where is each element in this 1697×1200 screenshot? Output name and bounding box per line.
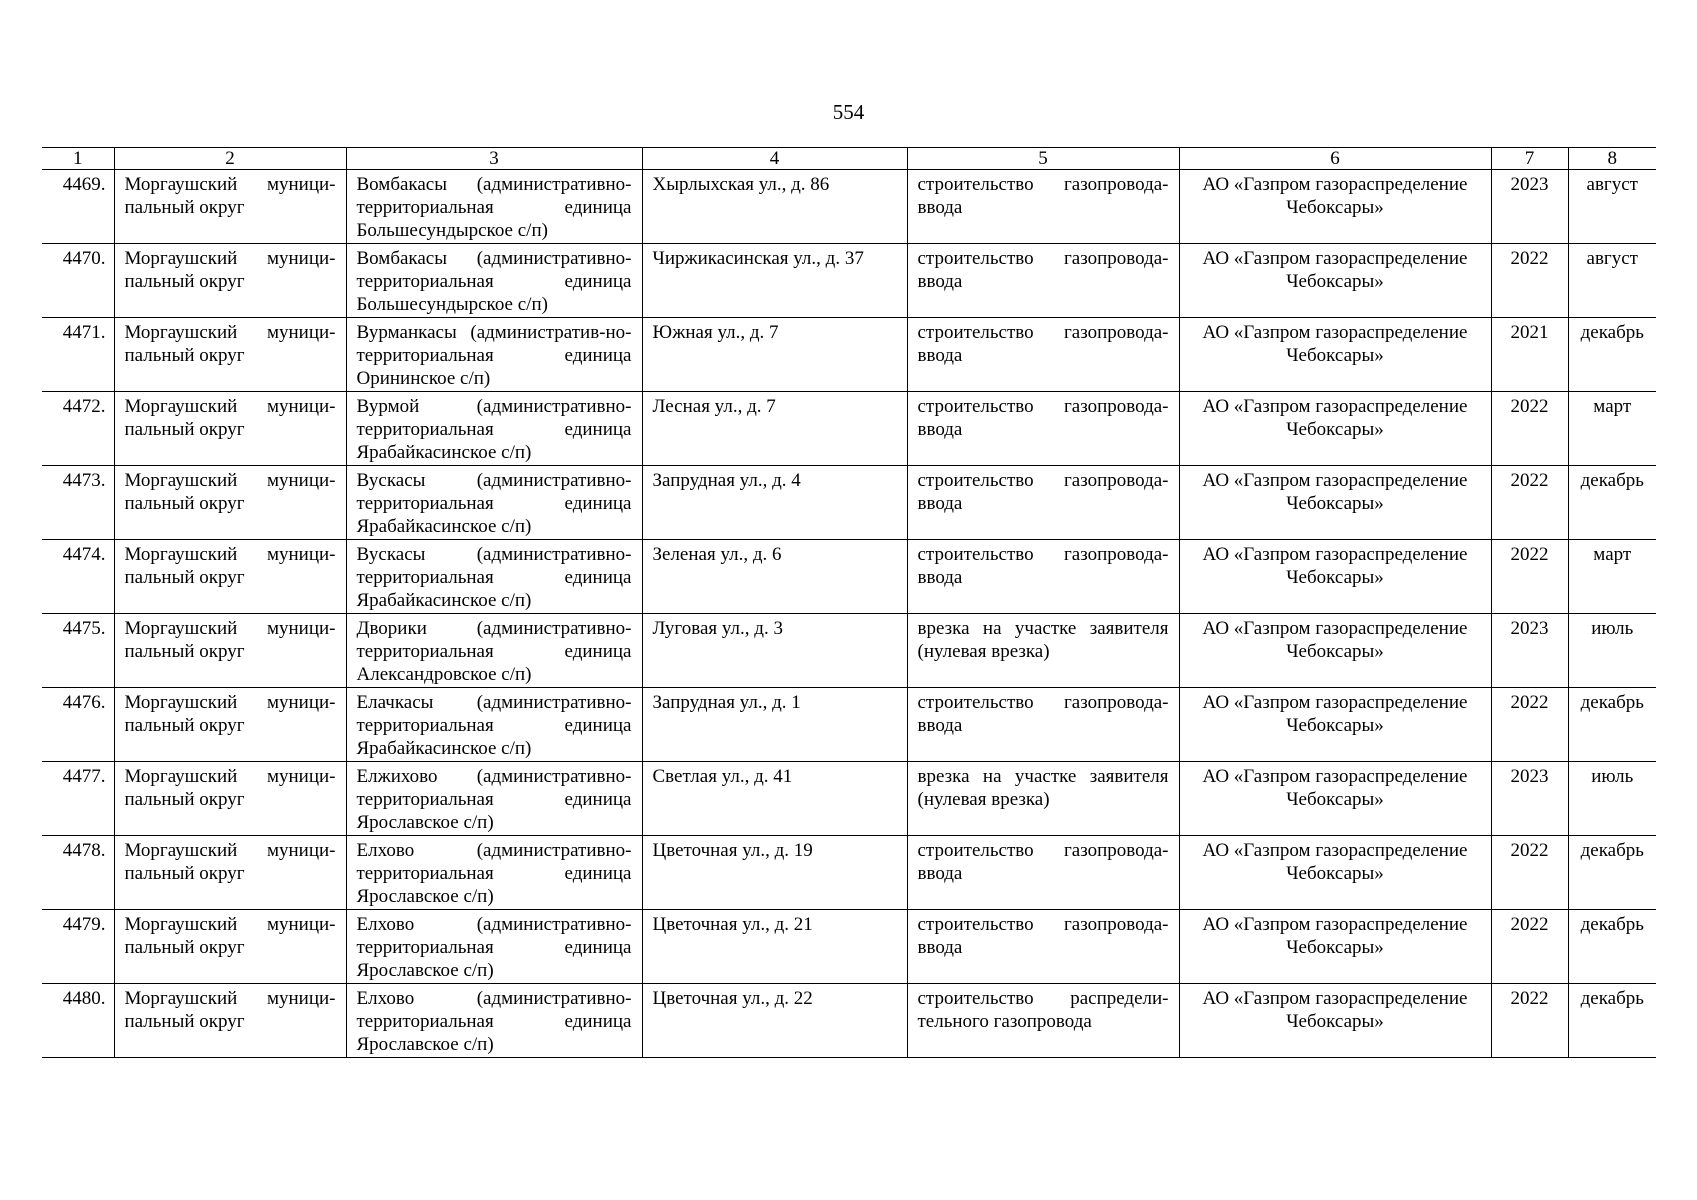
row-number: 4473. <box>42 466 114 540</box>
column-number: 5 <box>907 148 1179 170</box>
settlement-cell: Елхово (административно-территориальная единица Ярославское с/п) <box>346 984 642 1058</box>
table-row <box>42 392 1656 466</box>
organization-cell: АО «Газпром газораспределение Чебоксары» <box>1179 392 1491 466</box>
month-cell: март <box>1568 392 1656 466</box>
month-cell: декабрь <box>1568 466 1656 540</box>
year-cell: 2022 <box>1491 466 1568 540</box>
row-number: 4478. <box>42 836 114 910</box>
year-cell: 2023 <box>1491 170 1568 244</box>
column-number: 1 <box>42 148 114 170</box>
organization-cell: АО «Газпром газораспределение Чебоксары» <box>1179 540 1491 614</box>
table-row <box>42 688 1656 762</box>
address-cell: Луговая ул., д. 3 <box>642 614 907 688</box>
work-type-cell: врезка на участке заявителя (нулевая врезка) <box>907 762 1179 836</box>
settlement-cell: Вускасы (административно-территориальная единица Ярабайкасинское с/п) <box>346 466 642 540</box>
settlement-cell: Дворики (административно-территориальная единица Александровское с/п) <box>346 614 642 688</box>
column-number: 3 <box>346 148 642 170</box>
district-cell: Моргаушский муници-пальный округ <box>114 984 346 1058</box>
organization-cell: АО «Газпром газораспределение Чебоксары» <box>1179 984 1491 1058</box>
organization-cell: АО «Газпром газораспределение Чебоксары» <box>1179 910 1491 984</box>
district-cell: Моргаушский муници-пальный округ <box>114 762 346 836</box>
address-cell: Зеленая ул., д. 6 <box>642 540 907 614</box>
address-cell: Чиржикасинская ул., д. 37 <box>642 244 907 318</box>
district-cell: Моргаушский муници-пальный округ <box>114 614 346 688</box>
year-cell: 2021 <box>1491 318 1568 392</box>
month-cell: июль <box>1568 762 1656 836</box>
table-row <box>42 984 1656 1058</box>
work-type-cell: строительство газопровода-ввода <box>907 244 1179 318</box>
district-cell: Моргаушский муници-пальный округ <box>114 836 346 910</box>
settlement-cell: Вомбакасы (административно-территориальная единица Большесундырское с/п) <box>346 244 642 318</box>
district-cell: Моргаушский муници-пальный округ <box>114 540 346 614</box>
table-row <box>42 540 1656 614</box>
settlement-cell: Вускасы (административно-территориальная единица Ярабайкасинское с/п) <box>346 540 642 614</box>
month-cell: август <box>1568 244 1656 318</box>
organization-cell: АО «Газпром газораспределение Чебоксары» <box>1179 170 1491 244</box>
work-type-cell: строительство газопровода-ввода <box>907 318 1179 392</box>
district-cell: Моргаушский муници-пальный округ <box>114 318 346 392</box>
column-number: 8 <box>1568 148 1656 170</box>
table-row <box>42 466 1656 540</box>
table-row <box>42 762 1656 836</box>
row-number: 4480. <box>42 984 114 1058</box>
address-cell: Цветочная ул., д. 21 <box>642 910 907 984</box>
work-type-cell: строительство газопровода-ввода <box>907 540 1179 614</box>
district-cell: Моргаушский муници-пальный округ <box>114 466 346 540</box>
month-cell: декабрь <box>1568 688 1656 762</box>
work-type-cell: строительство газопровода-ввода <box>907 392 1179 466</box>
row-number: 4474. <box>42 540 114 614</box>
work-type-cell: врезка на участке заявителя (нулевая врезка) <box>907 614 1179 688</box>
organization-cell: АО «Газпром газораспределение Чебоксары» <box>1179 318 1491 392</box>
address-cell: Лесная ул., д. 7 <box>642 392 907 466</box>
organization-cell: АО «Газпром газораспределение Чебоксары» <box>1179 688 1491 762</box>
table-row <box>42 318 1656 392</box>
settlement-cell: Елжихово (административно-территориальная единица Ярославское с/п) <box>346 762 642 836</box>
year-cell: 2023 <box>1491 762 1568 836</box>
organization-cell: АО «Газпром газораспределение Чебоксары» <box>1179 244 1491 318</box>
page-number: 554 <box>832 100 865 124</box>
year-cell: 2022 <box>1491 910 1568 984</box>
month-cell: декабрь <box>1568 836 1656 910</box>
year-cell: 2022 <box>1491 984 1568 1058</box>
year-cell: 2022 <box>1491 836 1568 910</box>
address-cell: Южная ул., д. 7 <box>642 318 907 392</box>
address-cell: Хырлыхская ул., д. 86 <box>642 170 907 244</box>
year-cell: 2023 <box>1491 614 1568 688</box>
table-row <box>42 244 1656 318</box>
organization-cell: АО «Газпром газораспределение Чебоксары» <box>1179 614 1491 688</box>
settlement-cell: Елачкасы (административно-территориальная единица Ярабайкасинское с/п) <box>346 688 642 762</box>
month-cell: март <box>1568 540 1656 614</box>
month-cell: декабрь <box>1568 318 1656 392</box>
address-cell: Цветочная ул., д. 19 <box>642 836 907 910</box>
table-row <box>42 614 1656 688</box>
year-cell: 2022 <box>1491 688 1568 762</box>
work-type-cell: строительство газопровода-ввода <box>907 910 1179 984</box>
address-cell: Запрудная ул., д. 1 <box>642 688 907 762</box>
year-cell: 2022 <box>1491 244 1568 318</box>
work-type-cell: строительство газопровода-ввода <box>907 466 1179 540</box>
organization-cell: АО «Газпром газораспределение Чебоксары» <box>1179 762 1491 836</box>
district-cell: Моргаушский муници-пальный округ <box>114 170 346 244</box>
table-row <box>42 910 1656 984</box>
year-cell: 2022 <box>1491 540 1568 614</box>
address-cell: Светлая ул., д. 41 <box>642 762 907 836</box>
column-number: 7 <box>1491 148 1568 170</box>
row-number: 4477. <box>42 762 114 836</box>
year-cell: 2022 <box>1491 392 1568 466</box>
table-row <box>42 170 1656 244</box>
data-table <box>42 147 1656 1058</box>
row-number: 4469. <box>42 170 114 244</box>
settlement-cell: Вурмой (административно-территориальная единица Ярабайкасинское с/п) <box>346 392 642 466</box>
row-number: 4475. <box>42 614 114 688</box>
organization-cell: АО «Газпром газораспределение Чебоксары» <box>1179 466 1491 540</box>
row-number: 4479. <box>42 910 114 984</box>
row-number: 4471. <box>42 318 114 392</box>
column-number: 4 <box>642 148 907 170</box>
column-number: 2 <box>114 148 346 170</box>
district-cell: Моргаушский муници-пальный округ <box>114 244 346 318</box>
month-cell: август <box>1568 170 1656 244</box>
table-row <box>42 836 1656 910</box>
settlement-cell: Вомбакасы (административно-территориальная единица Большесундырское с/п) <box>346 170 642 244</box>
organization-cell: АО «Газпром газораспределение Чебоксары» <box>1179 836 1491 910</box>
work-type-cell: строительство распредели-тельного газопровода <box>907 984 1179 1058</box>
district-cell: Моргаушский муници-пальный округ <box>114 688 346 762</box>
address-cell: Цветочная ул., д. 22 <box>642 984 907 1058</box>
work-type-cell: строительство газопровода-ввода <box>907 688 1179 762</box>
settlement-cell: Вурманкасы (административ-но-территориальная единица Орининское с/п) <box>346 318 642 392</box>
settlement-cell: Елхово (административно-территориальная единица Ярославское с/п) <box>346 910 642 984</box>
district-cell: Моргаушский муници-пальный округ <box>114 910 346 984</box>
work-type-cell: строительство газопровода-ввода <box>907 170 1179 244</box>
month-cell: декабрь <box>1568 984 1656 1058</box>
row-number: 4472. <box>42 392 114 466</box>
work-type-cell: строительство газопровода-ввода <box>907 836 1179 910</box>
settlement-cell: Елхово (административно-территориальная единица Ярославское с/п) <box>346 836 642 910</box>
address-cell: Запрудная ул., д. 4 <box>642 466 907 540</box>
row-number: 4476. <box>42 688 114 762</box>
month-cell: декабрь <box>1568 910 1656 984</box>
district-cell: Моргаушский муници-пальный округ <box>114 392 346 466</box>
month-cell: июль <box>1568 614 1656 688</box>
row-number: 4470. <box>42 244 114 318</box>
column-number: 6 <box>1179 148 1491 170</box>
column-number-row <box>42 148 1656 170</box>
